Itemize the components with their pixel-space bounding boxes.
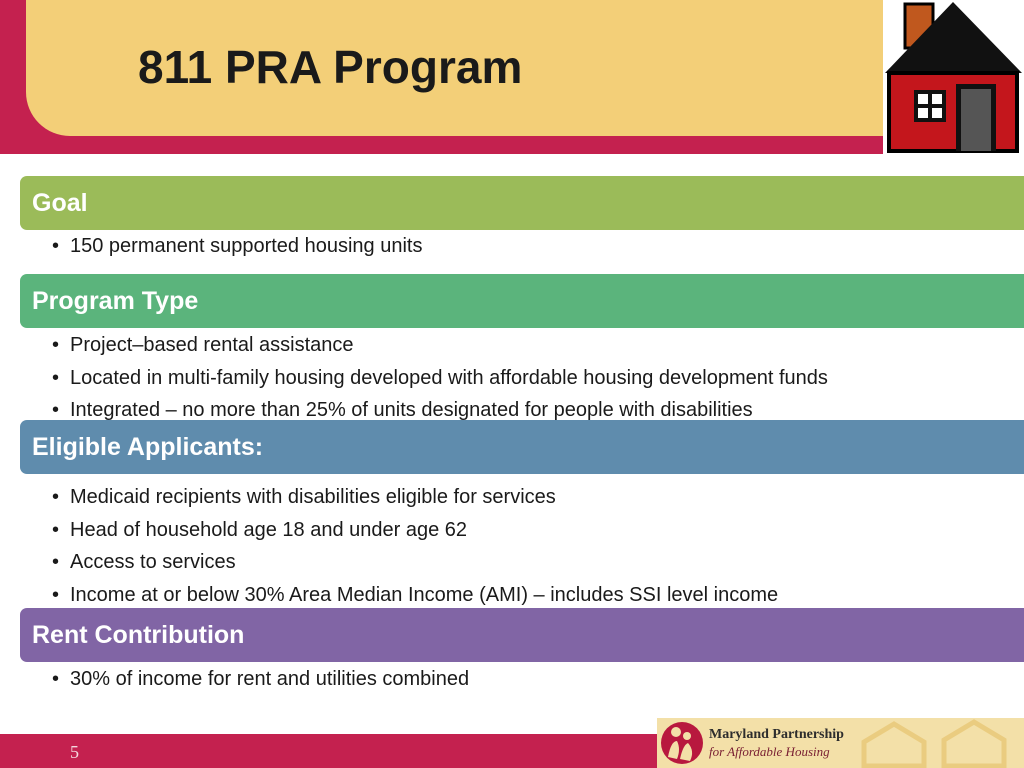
eligible-heading: Eligible Applicants: <box>32 432 264 461</box>
list-item: • 30% of income for rent and utilities combined <box>52 663 469 696</box>
list-item: • Income at or below 30% Area Median Income (AMI) – includes SSI level income <box>52 579 778 612</box>
page-number: 5 <box>70 742 79 762</box>
logo-title: Maryland Partnership <box>709 727 844 742</box>
goal-heading: Goal <box>32 188 88 217</box>
section-header-program-type <box>20 274 1024 328</box>
partner-logo <box>657 718 1024 768</box>
program-type-bullet-list <box>52 329 828 420</box>
list-item: • Head of household age 18 and under age 62 <box>52 514 778 547</box>
page-title: 811 PRA Program <box>138 41 523 93</box>
footer-band <box>0 734 657 768</box>
goal-bullet-list <box>52 230 422 263</box>
list-item: • Medicaid recipients with disabilities eligible for services <box>52 481 778 514</box>
house-icon <box>883 0 1024 154</box>
section-header-goal <box>20 176 1024 230</box>
logo-subtitle: for Affordable Housing <box>709 744 830 759</box>
section-header-eligible-applicants <box>20 420 1024 474</box>
house-illustration <box>883 0 1024 154</box>
list-item: • 150 permanent supported housing units <box>52 230 422 263</box>
list-item: • Located in multi-family housing developed with affordable housing development funds <box>52 362 828 395</box>
list-item: • Integrated – no more than 25% of units designated for people with disabilities <box>52 394 828 420</box>
section-header-rent-contribution <box>20 608 1024 662</box>
program-type-heading: Program Type <box>32 286 199 315</box>
rent-bullet-list <box>52 663 469 696</box>
list-item: • Project–based rental assistance <box>52 329 828 362</box>
list-item: • Access to services <box>52 546 778 579</box>
rent-heading: Rent Contribution <box>32 620 245 649</box>
maryland-partnership-logo-icon <box>659 719 705 767</box>
eligible-bullet-list <box>52 481 778 612</box>
faded-houses-icon <box>834 718 1024 768</box>
